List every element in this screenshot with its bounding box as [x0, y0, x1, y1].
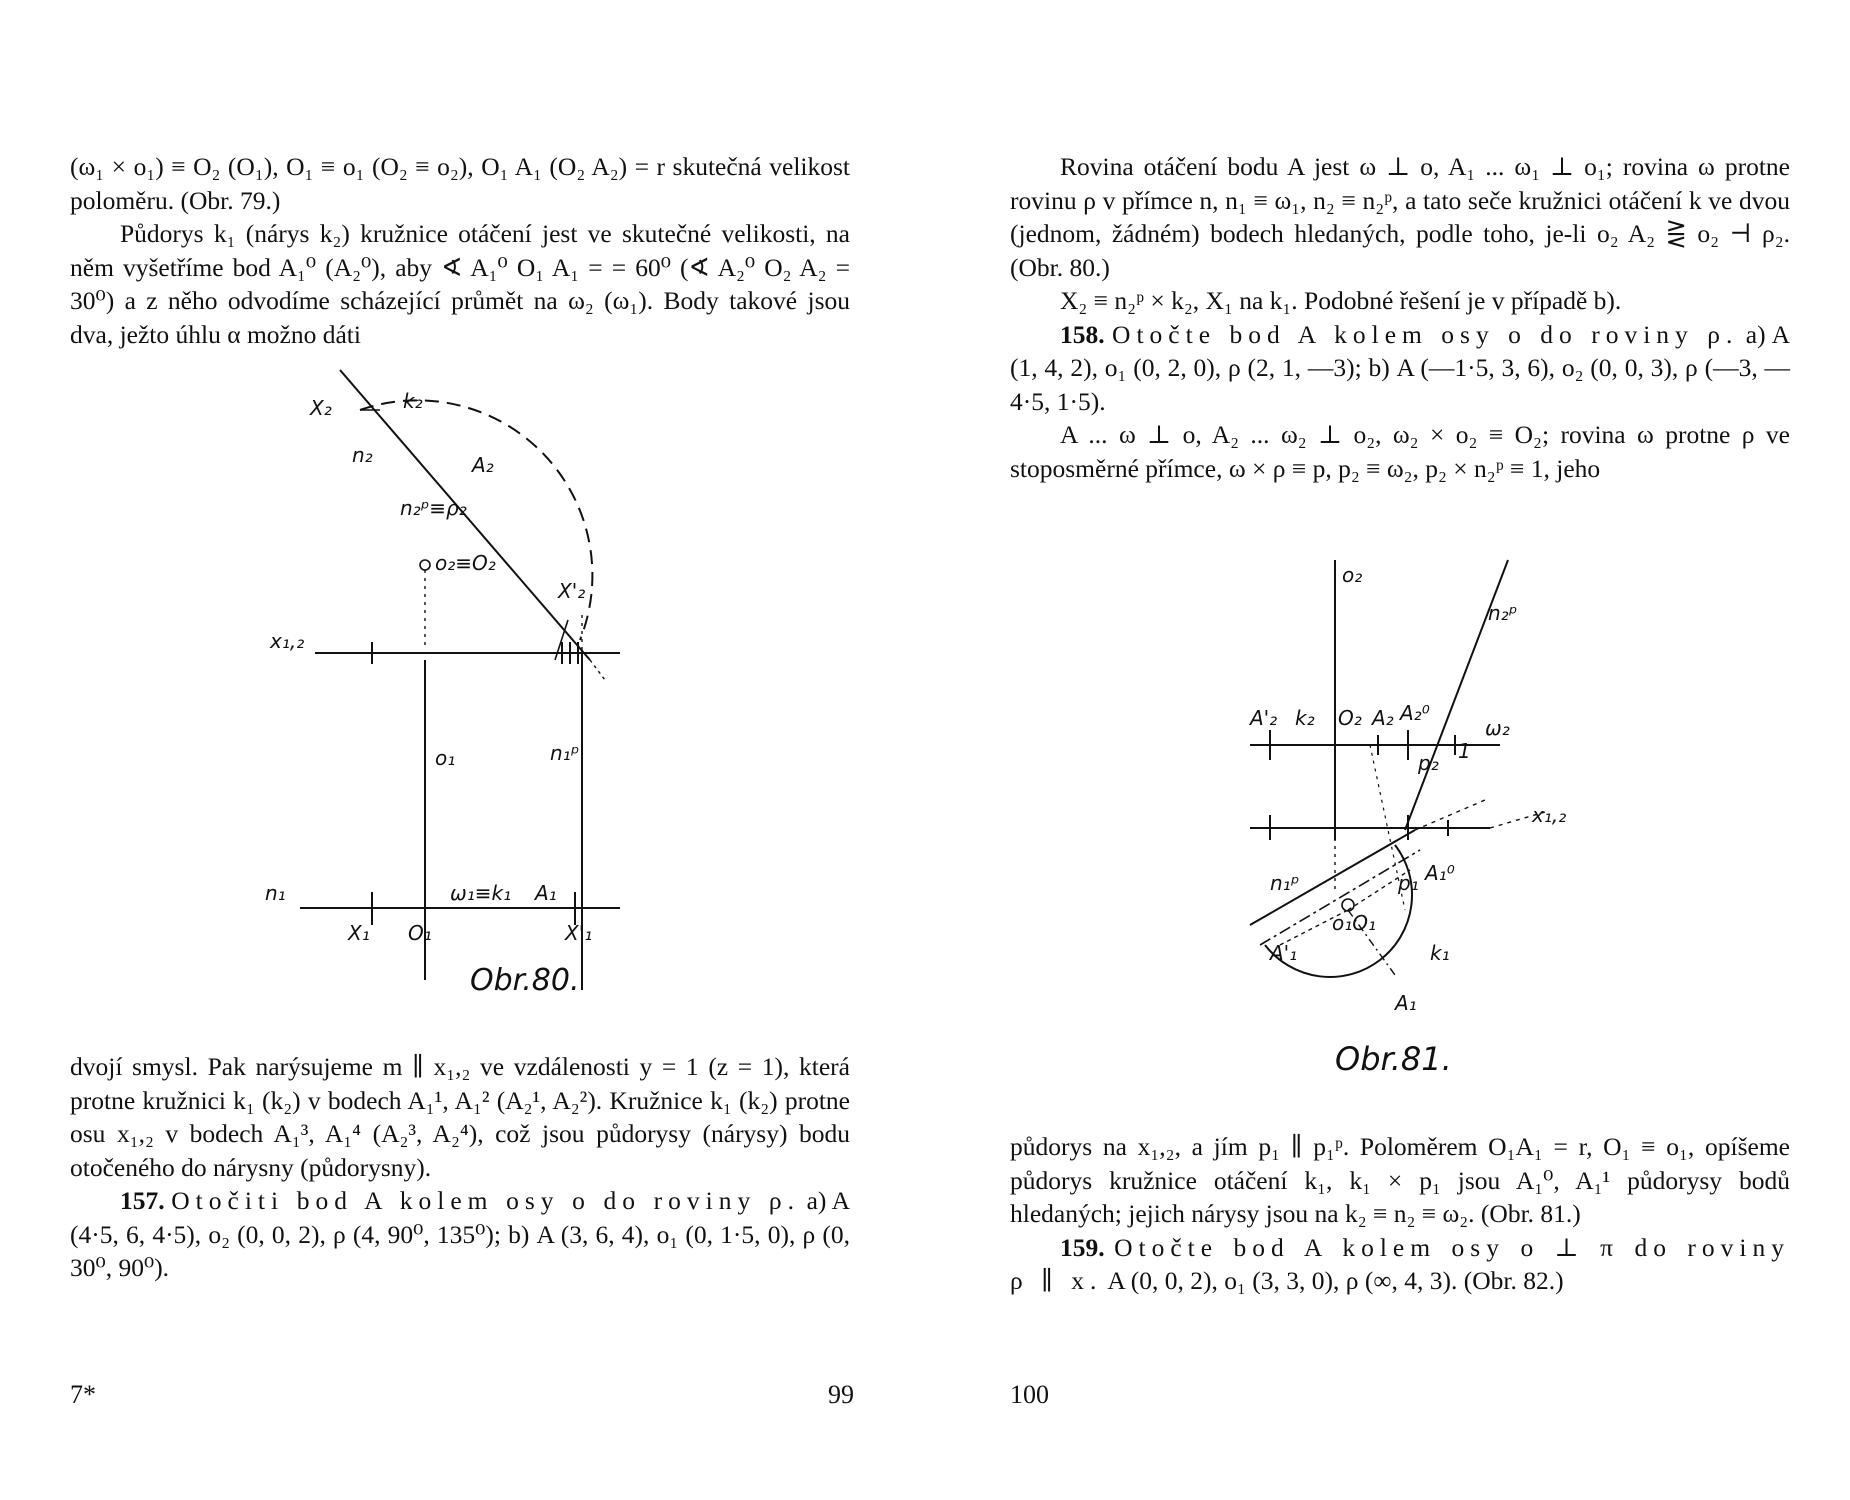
right-top-text	[1010, 150, 1790, 485]
fig81-label-w2: ω₂	[1485, 716, 1510, 740]
fig80-label-X2p: X'₂	[558, 579, 586, 603]
fig80-label-o2: o₂≡O₂	[435, 551, 496, 575]
exercise-159-text: Otočte bod A kolem osy o ⊥ π do roviny ρ ∥ x.	[1010, 1232, 1791, 1295]
fig81-label-n1p: n₁ᵖ	[1270, 871, 1300, 895]
fig81-label-p2: p₂	[1418, 751, 1439, 775]
exercise-159-data: A (0, 0, 2), o₁ (3, 3, 0), ρ (∞, 4, 3). (Obr. 82.)	[1107, 1266, 1564, 1295]
right-para-3: A ... ω ⊥ o, A₂ ... ω₂ ⊥ o₂, ω₂ × o₂ ≡ O₂; rovina ω protne ρ ve stoposměrné přímce, ω × ρ ≡ p, p₂ ≡ ω₂, p₂ × n₂ᵖ ≡ 1, jeho	[1010, 420, 1790, 483]
right-page	[925, 0, 1850, 1500]
fig81-label-k1: k₁	[1430, 941, 1450, 965]
right-bottom-text	[1010, 1130, 1790, 1298]
fig81-label-p1: p₁	[1398, 871, 1419, 895]
fig81-label-A2: A₂	[1372, 706, 1394, 730]
fig81-label-A2p: A'₂	[1250, 706, 1278, 730]
exercise-158-text: Otočte bod A kolem osy o do roviny ρ.	[1112, 319, 1739, 349]
fig81-label-x12: x₁,₂	[1532, 803, 1567, 827]
fig80-label-O1: O₁	[408, 921, 432, 945]
fig80-label-n2: n₂	[352, 443, 373, 467]
left-para-2: Půdorys k₁ (nárys k₂) kružnice otáčení jest ve skutečné velikosti, na něm vyšetříme bod A₁⁰ (A₂⁰), aby ∢ A₁⁰ O₁ A₁ = = 60⁰ (∢ A₂⁰ O₂ A₂ = 30⁰) a z něho odvodíme scházející průmět na ω₂ (ω₁). Body takové jsou dva, ježto úhlu α možno dáti	[70, 219, 850, 349]
fig80-label-x12: x₁,₂	[270, 629, 305, 653]
figure-81	[1250, 560, 1600, 1080]
right-para-4: půdorys na x₁,₂, a jím p₁ ∥ p₁ᵖ. Poloměrem O₁A₁ = r, O₁ ≡ o₁, opíšeme půdorys kružnice otáčení k₁, k₁ × p₁ jsou A₁⁰, A₁¹ půdorysy bodů hledaných; jejich nárysy jsou na k₂ ≡ n₂ ≡ ω₂. (Obr. 81.)	[1010, 1132, 1790, 1228]
fig80-label-n1: n₁	[265, 881, 286, 905]
left-para-3: dvojí smysl. Pak narýsujeme m ∥ x₁,₂ ve vzdálenosti y = 1 (z = 1), která protne kružnici k₁ (k₂) v bodech A₁¹, A₁² (A₂¹, A₂²). Kružnice k₁ (k₂) protne osu x₁,₂ v bodech A₁³, A₁⁴ (A₂³, A₂⁴), což jsou půdorysy (nárysy) bodu otočeného do nárysny (půdorysny).	[70, 1052, 850, 1182]
fig81-label-A10: A₁⁰	[1425, 861, 1455, 885]
fig80-label-n2p: n₂ᵖ≡ρ₂	[400, 496, 467, 520]
exercise-157-number: 157.	[120, 1186, 165, 1215]
fig80-label-A1: A₁	[535, 881, 557, 905]
fig80-label-X2: X₂	[310, 396, 332, 420]
fig81-label-o2: o₂	[1342, 563, 1363, 587]
exercise-157-text: Otočiti bod A kolem osy o do roviny ρ.	[171, 1186, 800, 1215]
left-para-1: (ω₁ × o₁) ≡ O₂ (O₁), O₁ ≡ o₁ (O₂ ≡ o₂), O₁ A₁ (O₂ A₂) = r skutečná velikost poloměru. (Obr. 79.)	[70, 152, 850, 215]
left-page-number: 99	[828, 1380, 854, 1409]
fig80-label-X1: X₁	[348, 921, 370, 945]
fig80-k2-arc	[360, 400, 592, 640]
exercise-157-data: a) A (4·5, 6, 4·5), o₂ (0, 0, 2), ρ (4, 90⁰, 135⁰); b) A (3, 6, 4), o₁ (0, 1·5, 0), ρ (0, 30⁰, 90⁰).	[70, 1186, 851, 1282]
fig80-label-X1p: X'₁	[565, 921, 593, 945]
fig81-label-k2: k₂	[1295, 706, 1315, 730]
left-folio-signature: 7*	[70, 1380, 96, 1409]
exercise-159-number: 159.	[1060, 1232, 1105, 1262]
fig81-label-O2: O₂	[1338, 706, 1362, 730]
fig80-label-n1p: n₁ᵖ	[550, 741, 580, 765]
fig81-label-A1: A₁	[1395, 991, 1417, 1015]
fig81-label-n2p: n₂ᵖ	[1488, 601, 1518, 625]
fig80-label-w1k1: ω₁≡k₁	[450, 881, 512, 905]
fig81-label-oO: o₁O₁	[1332, 911, 1377, 935]
left-bottom-text	[70, 1050, 850, 1285]
figure-80	[265, 370, 640, 998]
right-para-1: Rovina otáčení bodu A jest ω ⊥ o, A₁ ... ω₁ ⊥ o₁; rovina ω protne rovinu ρ v přímce n, n₁ ≡ ω₁, n₂ ≡ n₂ᵖ, a tato seče kružnici otáčení k ve dvou (jednom, žádném) bodech hledaných, podle toho, je-li o₂ A₂ ⋛ o₂ ⊣ ρ₂. (Obr. 80.)	[1010, 152, 1790, 282]
fig80-label-k2: k₂	[403, 389, 423, 413]
right-page-number: 100	[1010, 1380, 1049, 1409]
fig80-label-A2: A₂	[472, 453, 494, 477]
exercise-158-data: a) A (1, 4, 2), o₁ (0, 2, 0), ρ (2, 1, —3); b) A (—1·5, 3, 6), o₂ (0, 0, 3), ρ (—3, —4·5, 1·5).	[1010, 319, 1790, 416]
fig81-label-one: 1	[1458, 739, 1471, 763]
fig81-caption: Obr.81.	[1335, 1040, 1452, 1078]
fig80-caption: Obr.80.	[470, 963, 580, 998]
fig81-label-A20: A₂⁰	[1400, 701, 1430, 725]
exercise-158-number: 158.	[1060, 319, 1105, 349]
fig80-label-o1: o₁	[435, 746, 456, 770]
right-para-2: X₂ ≡ n₂ᵖ × k₂, X₁ na k₁. Podobné řešení je v případě b).	[1060, 286, 1622, 315]
fig81-label-A1p: A'₁	[1270, 941, 1298, 965]
left-top-text	[70, 150, 850, 351]
